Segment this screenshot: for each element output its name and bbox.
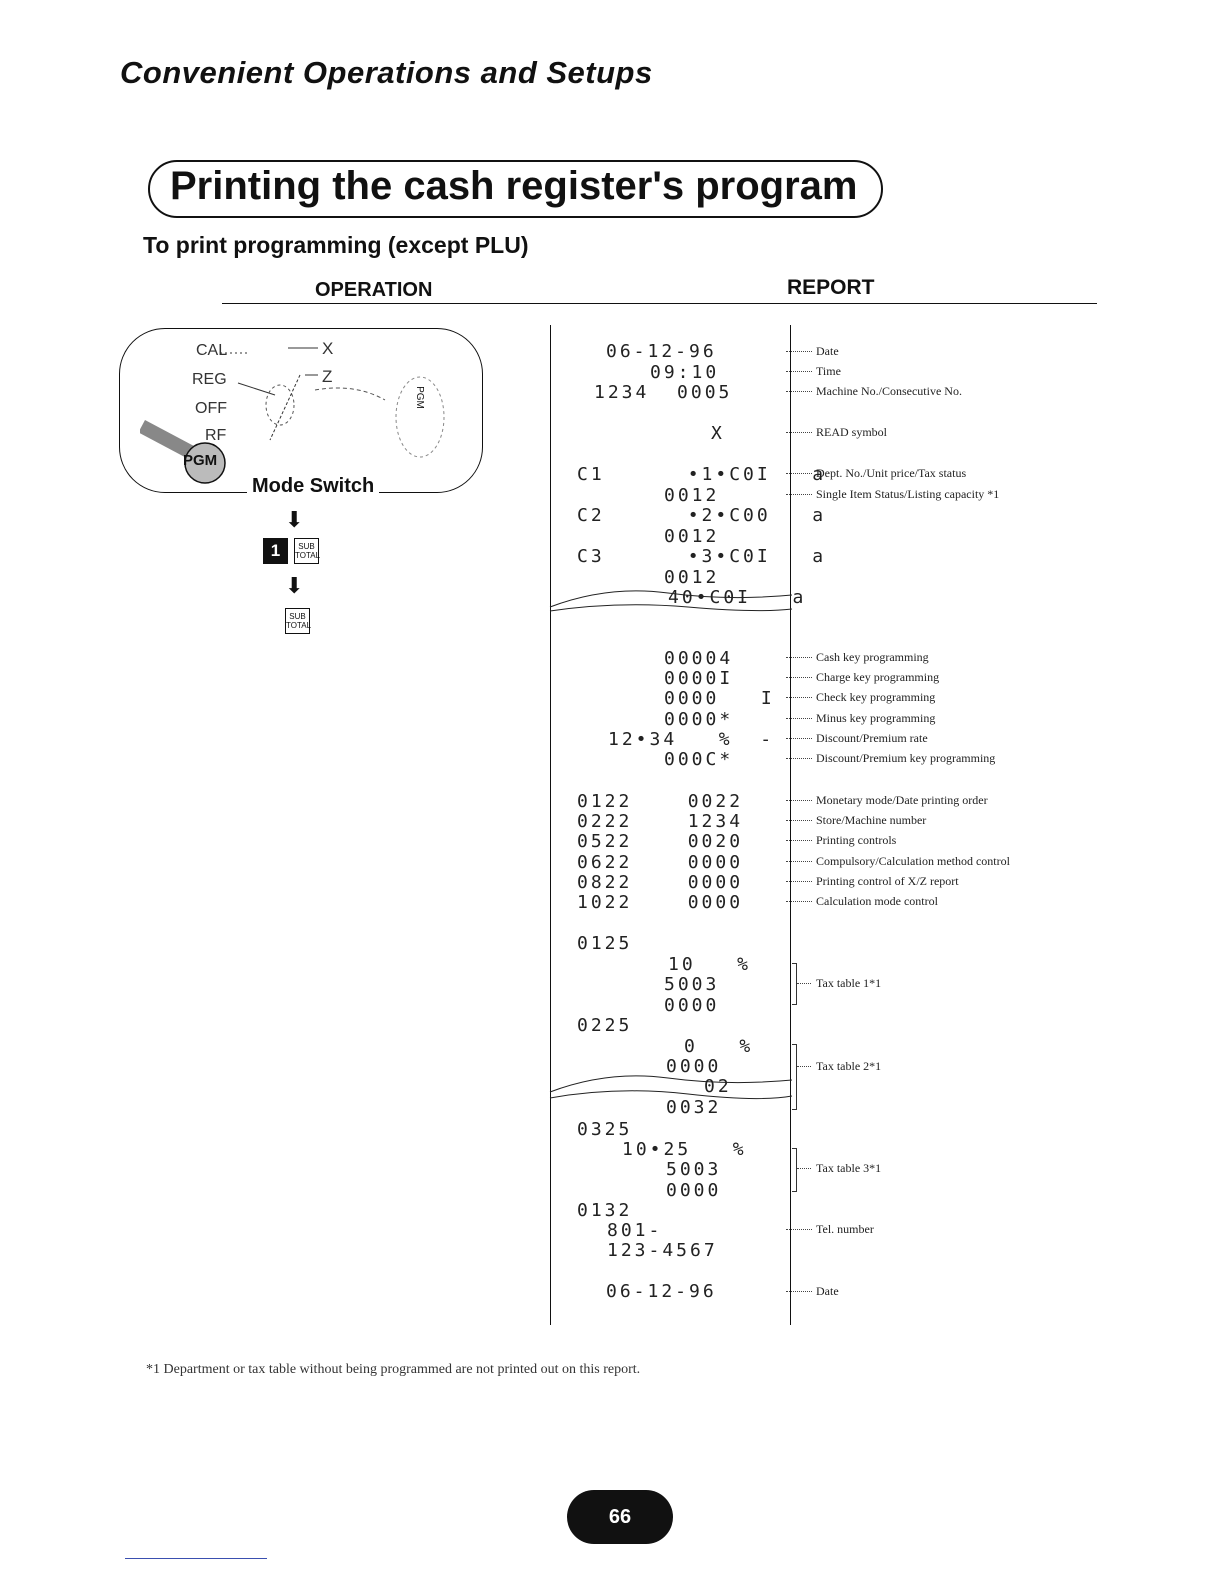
receipt-line: 0125 <box>577 933 633 954</box>
receipt-line: 0012 <box>664 485 720 506</box>
receipt-line: 0032 <box>666 1097 722 1118</box>
mode-position-rf: RF <box>205 427 227 444</box>
annotation: Compulsory/Calculation method control <box>816 854 1010 868</box>
receipt-line: 0122 0022 <box>577 791 744 812</box>
mode-position-reg: REG <box>192 371 227 388</box>
receipt-line: 0000 <box>664 995 720 1016</box>
annotation: Printing controls <box>816 833 897 847</box>
annotation: Monetary mode/Date printing order <box>816 793 988 807</box>
receipt-line: C1 •1•C0I a <box>577 464 827 485</box>
mode-position-off: OFF <box>195 400 227 417</box>
receipt-line: 1022 0000 <box>577 892 744 913</box>
receipt-line: 10 % <box>668 954 752 975</box>
receipt-line: 0132 <box>577 1200 633 1221</box>
annotation: Discount/Premium key programming <box>816 751 996 765</box>
annotation: Store/Machine number <box>816 813 927 827</box>
receipt-line: 0000 <box>666 1180 722 1201</box>
receipt-line: 0822 0000 <box>577 872 744 893</box>
report-column-header: REPORT <box>787 276 875 299</box>
receipt-line: 5003 <box>664 974 720 995</box>
receipt-line: 0012 <box>664 567 720 588</box>
receipt-line: 0000 I <box>664 688 775 709</box>
annotation: Tax table 2*1 <box>816 1059 882 1073</box>
page-number: 66 <box>567 1490 673 1544</box>
number-key-1[interactable]: 1 <box>263 538 288 564</box>
annotation: Minus key programming <box>816 711 936 725</box>
receipt-line: 123-4567 <box>607 1240 718 1261</box>
receipt-line: 09:10 <box>650 362 720 383</box>
down-arrow-icon: ⬇ <box>285 573 304 598</box>
annotation: Single Item Status/Listing capacity *1 <box>816 487 1000 501</box>
subtotal-key[interactable]: SUB TOTAL <box>294 538 319 564</box>
receipt-line: 0000I <box>664 668 734 689</box>
receipt-line: 0522 0020 <box>577 831 744 852</box>
mode-position-x: X <box>322 339 334 358</box>
annotation: Discount/Premium rate <box>816 731 928 745</box>
annotation: Tax table 1*1 <box>816 976 882 990</box>
annotation: Printing control of X/Z report <box>816 874 959 888</box>
receipt-line: 000C* <box>664 749 734 770</box>
receipt-line: 06-12-96 <box>606 341 717 362</box>
mode-position-z: Z <box>322 367 333 386</box>
mode-switch-label: Mode Switch <box>247 475 379 498</box>
annotation: Cash key programming <box>816 650 929 664</box>
annotation: READ symbol <box>816 425 888 439</box>
receipt-line: C2 •2•C00 a <box>577 505 827 526</box>
annotation: Tel. number <box>816 1222 874 1236</box>
operation-column-header: OPERATION <box>315 279 433 301</box>
annotation: Date <box>816 344 839 358</box>
receipt-line: 0000 <box>666 1056 722 1077</box>
annotation: Charge key programming <box>816 670 940 684</box>
bottom-rule <box>125 1558 267 1559</box>
receipt-line: 0622 0000 <box>577 852 744 873</box>
receipt-line: X <box>711 423 725 444</box>
receipt-line: 06-12-96 <box>606 1281 717 1302</box>
annotation: Dept. No./Unit price/Tax status <box>816 466 967 480</box>
annotation: Time <box>816 364 841 378</box>
receipt-line: 0000* <box>664 709 734 730</box>
receipt-line: 0325 <box>577 1119 633 1140</box>
footnote: *1 Department or tax table without being programmed are not printed out on this report. <box>146 1362 641 1377</box>
down-arrow-icon: ⬇ <box>285 507 304 532</box>
annotation: Tax table 3*1 <box>816 1161 882 1175</box>
receipt-line: 0222 1234 <box>577 811 744 832</box>
receipt-line: 1234 0005 <box>594 382 733 403</box>
receipt-line: 40•C0I a <box>668 587 807 608</box>
receipt-line: 0012 <box>664 526 720 547</box>
annotation: Check key programming <box>816 690 936 704</box>
receipt-line: 10•25 % <box>622 1139 747 1160</box>
header-divider <box>222 303 1097 304</box>
annotation: Date <box>816 1284 839 1298</box>
receipt-line: 0225 <box>577 1015 633 1036</box>
receipt-line: C3 •3•C0I a <box>577 546 827 567</box>
receipt-line: 0 % <box>684 1036 754 1057</box>
receipt-line: 00004 <box>664 648 734 669</box>
pgm-key-label: PGM <box>413 386 425 409</box>
mode-position-pgm: PGM <box>183 452 218 469</box>
subtotal-key[interactable]: SUB TOTAL <box>285 608 310 634</box>
section-title: Convenient Operations and Setups <box>120 55 653 90</box>
mode-position-cal: CAL <box>196 342 228 359</box>
receipt-line: 12•34 % - <box>608 729 775 750</box>
receipt-line: 5003 <box>666 1159 722 1180</box>
annotation: Machine No./Consecutive No. <box>816 384 962 398</box>
page-title: Printing the cash register's program <box>170 164 858 208</box>
annotation: Calculation mode control <box>816 894 938 908</box>
receipt-line: 801- <box>607 1220 663 1241</box>
subheading: To print programming (except PLU) <box>143 232 529 258</box>
receipt-line: 02 <box>704 1076 732 1097</box>
